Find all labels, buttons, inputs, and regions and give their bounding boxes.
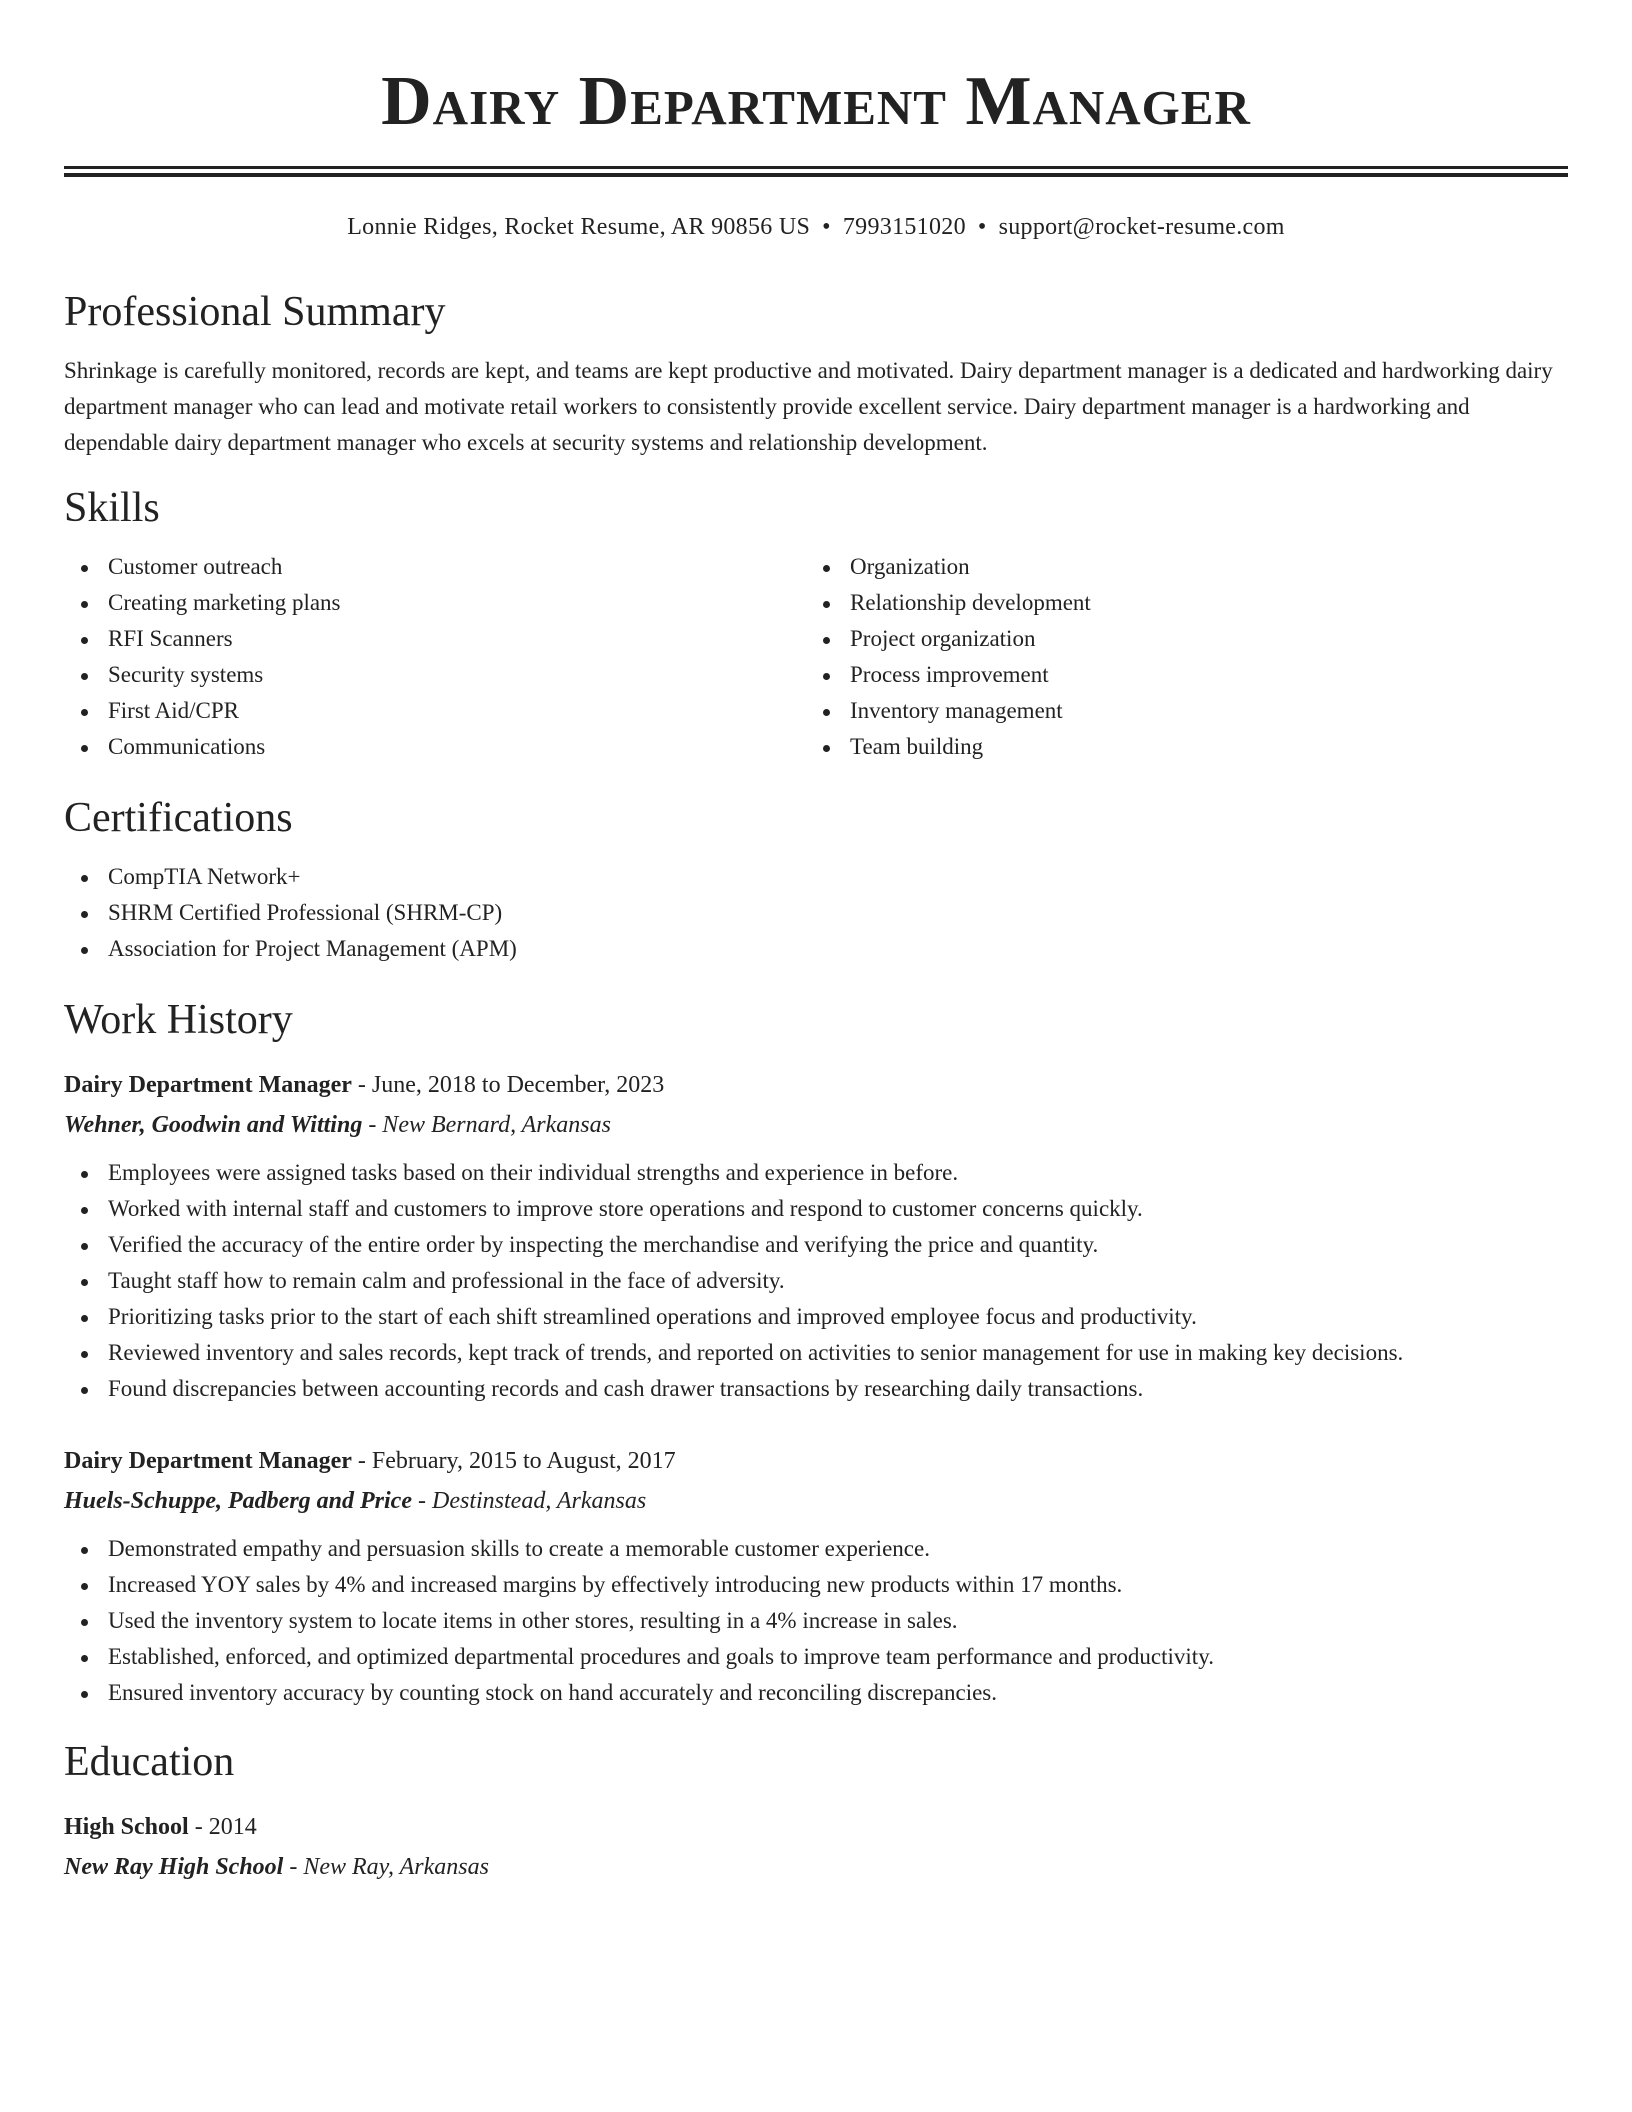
- skills-list-left: [64, 549, 806, 765]
- skill-item: First Aid/CPR: [64, 693, 806, 729]
- skill-item: Security systems: [64, 657, 806, 693]
- job-bullet: Verified the accuracy of the entire order by inspecting the merchandise and verifying the price and quantity.: [64, 1227, 1568, 1263]
- contact-info: [64, 211, 1568, 243]
- job-role: Dairy Department Manager: [64, 1072, 352, 1098]
- education-degree-line: [64, 1807, 1568, 1847]
- job-bullet: Worked with internal staff and customers to improve store operations and respond to customer concerns quickly.: [64, 1191, 1568, 1227]
- contact-phone: 7993151020: [842, 214, 966, 240]
- education-degree: High School: [64, 1814, 189, 1840]
- skills-section: [64, 483, 1568, 765]
- work-history-heading: Work History: [64, 997, 293, 1043]
- job-company: Huels-Schuppe, Padberg and Price: [64, 1488, 412, 1514]
- job-bullet: Reviewed inventory and sales records, kept track of trends, and reported on activities to senior management for use in making key decisions.: [64, 1335, 1568, 1371]
- job-bullet: Ensured inventory accuracy by counting stock on hand accurately and reconciling discrepancies.: [64, 1675, 1568, 1711]
- contact-separator: •: [822, 214, 831, 240]
- summary-text: Shrinkage is carefully monitored, records are kept, and teams are kept productive and motivated. Dairy department manager is a dedicated and hardworking dairy department manager who can lead and motivate retail workers to consistently provide excellent service. Dairy department manager is a hardworking and dependable dairy department manager who excels at security systems and relationship development.: [64, 358, 1553, 455]
- resume-title: Dairy Department Manager: [381, 63, 1251, 140]
- job-bullet: Found discrepancies between accounting records and cash drawer transactions by researching daily transactions.: [64, 1371, 1568, 1407]
- certification-item: Association for Project Management (APM): [64, 931, 1568, 967]
- skill-item: Project organization: [806, 621, 1548, 657]
- skill-item: Communications: [64, 729, 806, 765]
- education-year: - 2014: [188, 1814, 257, 1840]
- skill-item: Relationship development: [806, 585, 1548, 621]
- certifications-list: [64, 859, 1568, 967]
- job-dates: - June, 2018 to December, 2023: [351, 1072, 665, 1098]
- contact-address: Lonnie Ridges, Rocket Resume, AR 90856 US: [347, 214, 811, 240]
- job-company: Wehner, Goodwin and Witting: [64, 1112, 363, 1138]
- skill-item: Customer outreach: [64, 549, 806, 585]
- job-title-line: [64, 1065, 1568, 1105]
- job-bullet: Taught staff how to remain calm and professional in the face of adversity.: [64, 1263, 1568, 1299]
- contact-email: support@rocket-resume.com: [998, 214, 1285, 240]
- education-heading: Education: [64, 1739, 235, 1785]
- skill-item: RFI Scanners: [64, 621, 806, 657]
- skill-item: Team building: [806, 729, 1548, 765]
- job-company-line: [64, 1105, 1568, 1145]
- work-history-section: [64, 995, 1568, 1711]
- education-school: New Ray High School: [64, 1854, 284, 1880]
- skill-item: Organization: [806, 549, 1548, 585]
- skill-item: Process improvement: [806, 657, 1548, 693]
- education-school-line: [64, 1847, 1568, 1887]
- summary-heading: Professional Summary: [64, 289, 446, 335]
- job-entry: [64, 1065, 1568, 1407]
- certifications-heading: Certifications: [64, 795, 293, 841]
- skills-grid: [64, 549, 1568, 765]
- certifications-section: [64, 793, 1568, 967]
- skills-heading: Skills: [64, 485, 160, 531]
- skills-list-right: [806, 549, 1548, 765]
- job-entry: [64, 1441, 1568, 1711]
- title-divider: [64, 166, 1568, 177]
- education-location: - New Ray, Arkansas: [283, 1854, 489, 1880]
- job-bullets: [64, 1155, 1568, 1407]
- job-bullet: Prioritizing tasks prior to the start of each shift streamlined operations and improved employee focus and productivity.: [64, 1299, 1568, 1335]
- job-company-line: [64, 1481, 1568, 1521]
- job-location: - Destinstead, Arkansas: [412, 1488, 647, 1514]
- certification-item: CompTIA Network+: [64, 859, 1568, 895]
- education-entry: [64, 1807, 1568, 1887]
- job-bullet: Established, enforced, and optimized departmental procedures and goals to improve team performance and productivity.: [64, 1639, 1568, 1675]
- skill-item: Creating marketing plans: [64, 585, 806, 621]
- skill-item: Inventory management: [806, 693, 1548, 729]
- divider-line-top: [64, 166, 1568, 169]
- education-section: [64, 1737, 1568, 1887]
- summary-section: [64, 287, 1568, 461]
- job-bullet: Demonstrated empathy and persuasion skills to create a memorable customer experience.: [64, 1531, 1568, 1567]
- job-dates: - February, 2015 to August, 2017: [351, 1448, 676, 1474]
- contact-separator: •: [977, 214, 987, 240]
- job-role: Dairy Department Manager: [64, 1448, 352, 1474]
- job-bullets: [64, 1531, 1568, 1711]
- job-bullet: Employees were assigned tasks based on their individual strengths and experience in before.: [64, 1155, 1568, 1191]
- job-bullet: Used the inventory system to locate items in other stores, resulting in a 4% increase in sales.: [64, 1603, 1568, 1639]
- certification-item: SHRM Certified Professional (SHRM-CP): [64, 895, 1568, 931]
- job-bullet: Increased YOY sales by 4% and increased margins by effectively introducing new products within 17 months.: [64, 1567, 1568, 1603]
- job-title-line: [64, 1441, 1568, 1481]
- divider-line-bottom: [64, 173, 1568, 177]
- job-location: - New Bernard, Arkansas: [362, 1112, 611, 1138]
